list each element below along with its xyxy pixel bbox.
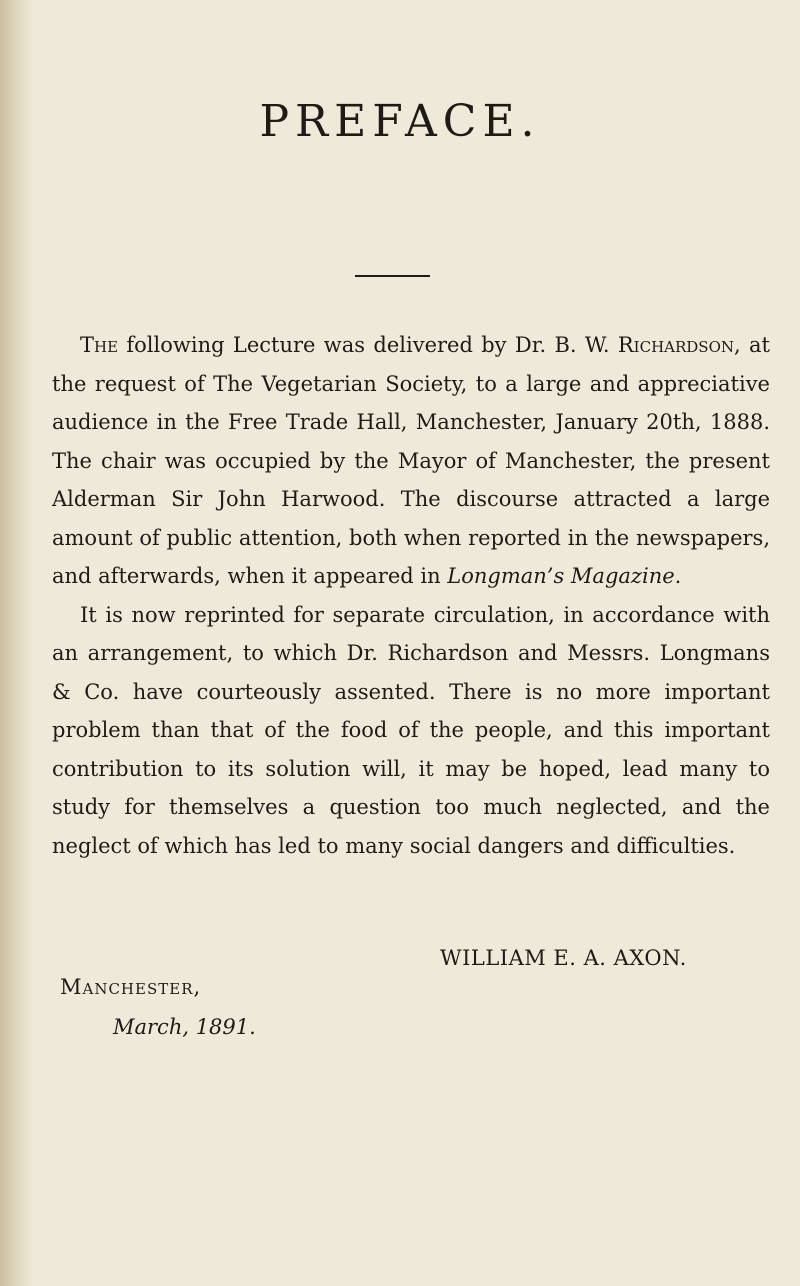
magazine-title: Longman’s Magazine xyxy=(447,564,675,588)
paragraph-1-text-a: following Lecture was delivered by Dr. B. W. xyxy=(118,333,618,357)
paragraph-1-end: . xyxy=(674,564,682,588)
signature: WILLIAM E. A. AXON. xyxy=(440,946,687,970)
page-title: PREFACE. xyxy=(259,96,541,147)
title-rule-divider xyxy=(355,275,430,277)
paragraph-1-text-b: at the request of The Vegetarian Society, to a large and appreciative audience in the Free Trade Hall, Manchester, January 20th, 1888. The chair was occupied by the Mayor of Manchester, the present Alderman Sir John Harwood. The discourse attracted a large amount of public attention, both when reported in the newspapers, and afterwards, when it appeared in xyxy=(52,333,770,588)
place-line: Manchester, xyxy=(60,975,202,999)
paragraph-2: It is now reprinted for separate circulation, in accordance with an arrangement, to which Dr. Richardson and Messrs. Longmans & Co. have courteously assented. There is no more important problem than that of the food of the people, and this important contribution to its solution will, it may be hoped, lead many to study for themselves a question too much neglected, and the neglect of which has led to many social dangers and difficulties. xyxy=(52,602,770,858)
paragraph-1 xyxy=(52,326,770,596)
paragraph-1-lead: The xyxy=(80,333,119,357)
author-name: Richardson, xyxy=(617,333,741,357)
date-line: March, 1891. xyxy=(113,1015,256,1039)
preface-body xyxy=(52,326,770,865)
